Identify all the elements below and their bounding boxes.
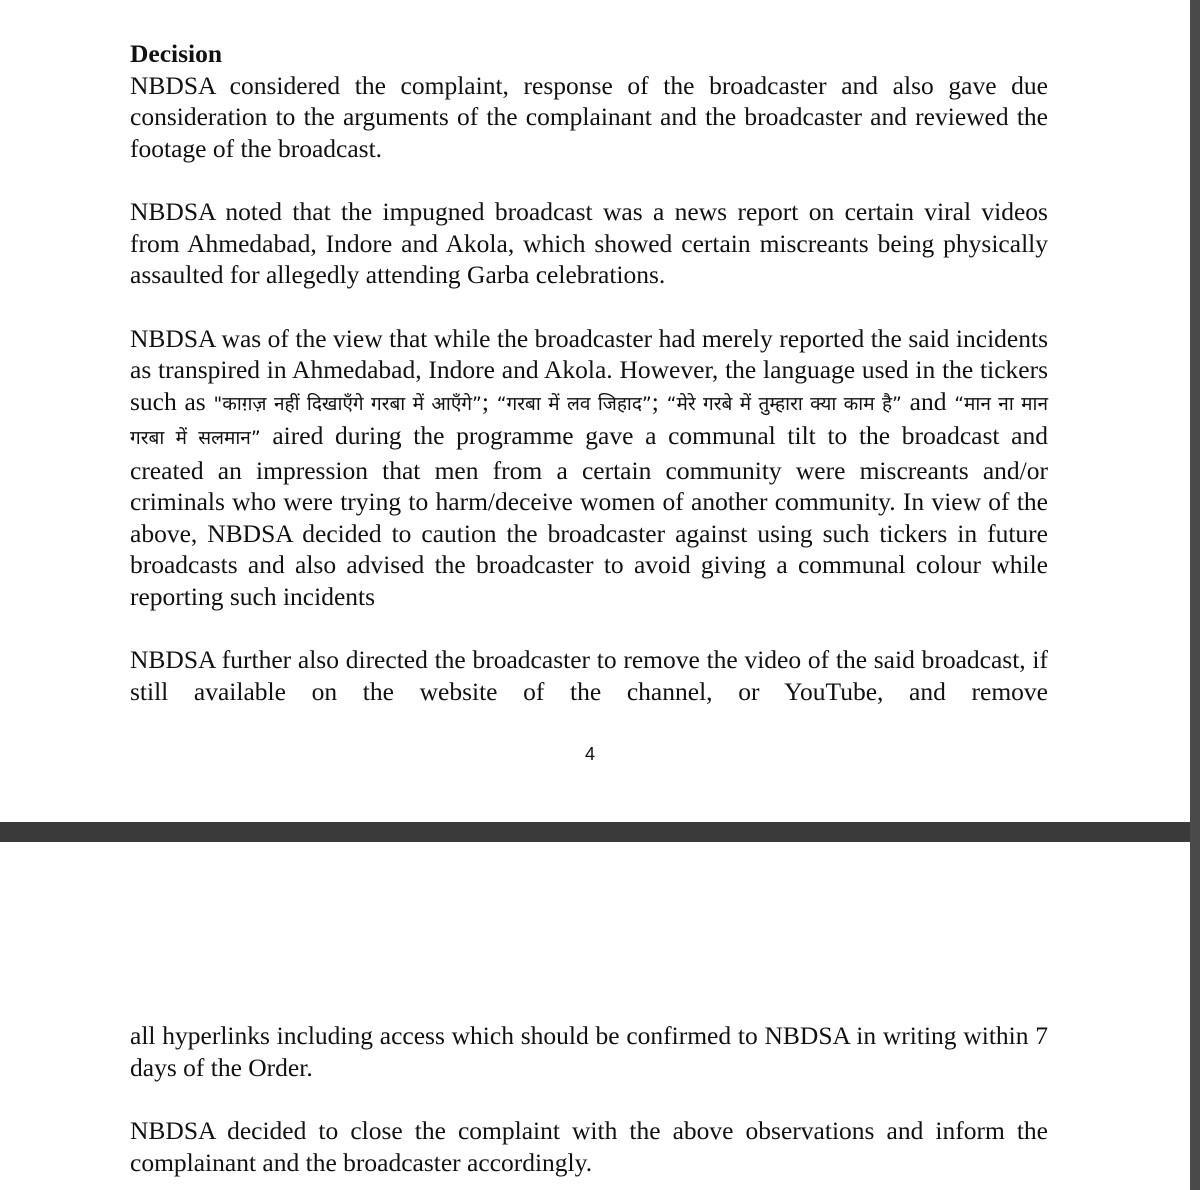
ticker-separator-1: ; <box>481 386 497 416</box>
paragraph-view-part2: aired during the programme gave a communal tilt to the broadcast and created an impression that men from a certain community were miscreants and/or criminals who were trying to harm/deceive women of another community. In view of the above, NBDSA decided to caution the broadcaster against using such tickers in future broadcasts and also advised the broadcaster to avoid giving a communal colour while reporting such incidents <box>130 421 1048 611</box>
paragraph-view-part1: NBDSA was of the view that while the broadcaster had merely reported the said incidents as transpired in Ahmedabad, Indore and Akola. However, the language used in the tickers such as <box>130 323 1048 416</box>
ticker-separator-2: ; <box>651 386 667 416</box>
page-text-block-bottom <box>130 1020 1048 1190</box>
ticker-text-2: “गरबा में लव जिहाद” <box>496 392 652 415</box>
paragraph-noted: NBDSA noted that the impugned broadcast was a news report on certain viral videos from Ahmedabad, Indore and Akola, which showed certain miscreants being physically assaulted for allegedly attending Garba celebrations. <box>130 197 1048 289</box>
page-number: 4 <box>584 744 595 764</box>
paragraph-view <box>130 323 1048 613</box>
paragraph-considered: NBDSA considered the complaint, response of the broadcaster and also gave due consideration to the arguments of the complainant and the broadcaster and reviewed the footage of the broadcast. <box>130 70 1048 163</box>
paragraph-close: NBDSA decided to close the complaint with the above observations and inform the complainant and the broadcaster accordingly. <box>130 1116 1048 1177</box>
ticker-text-1: "काग़ज़ नहीं दिखाएँगे गरबा में आएँगे” <box>213 392 482 415</box>
viewer-scroll-edge[interactable] <box>1190 0 1200 1190</box>
document-page-5 <box>0 842 1190 1190</box>
paragraph-hyperlinks: all hyperlinks including access which should be confirmed to NBDSA in writing within 7 days of the Order. <box>130 1021 1048 1082</box>
page-text-block <box>130 38 1048 739</box>
ticker-text-4: “मान ना मान गरबा में सलमान” <box>130 392 1048 449</box>
section-heading: Decision <box>130 39 223 68</box>
page-separator <box>0 822 1200 842</box>
ticker-text-3: “मेरे गरबे में तुम्हारा क्या काम है” <box>666 392 902 415</box>
ticker-separator-3: and <box>901 386 955 416</box>
paragraph-directed: NBDSA further also directed the broadcaster to remove the video of the said broadcast, if still available on the website of the channel, or YouTube, and remove <box>130 645 1048 706</box>
